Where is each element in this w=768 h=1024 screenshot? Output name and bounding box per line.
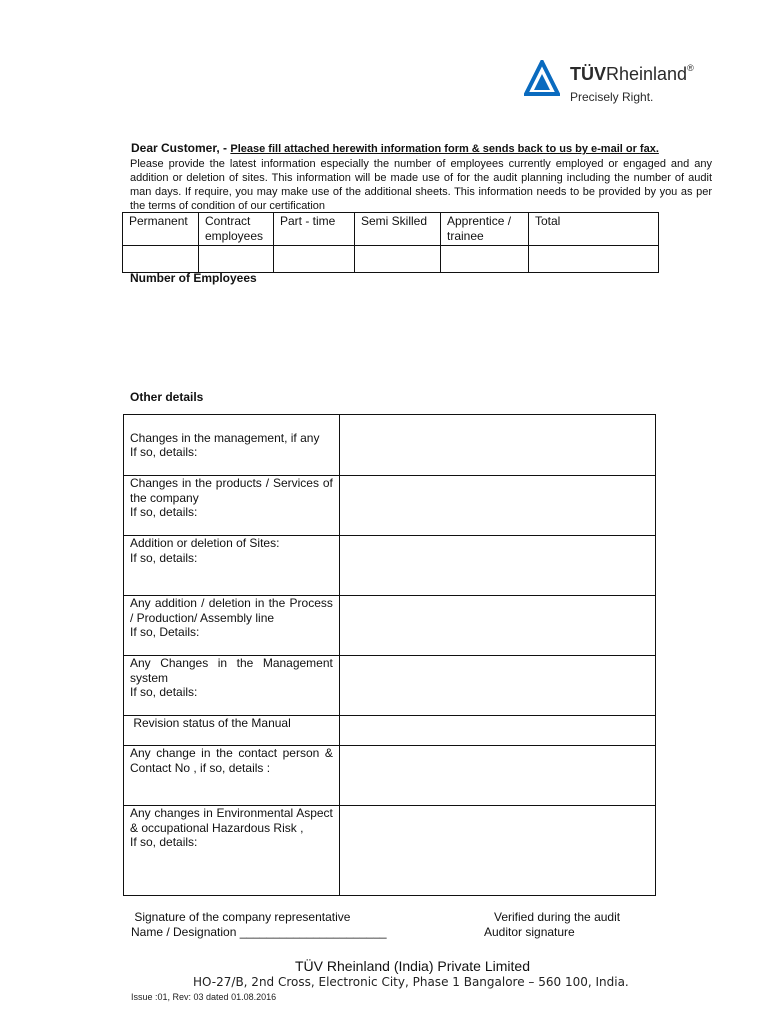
detail-question: Any change in the contact person & Contact No , if so, details :: [124, 746, 340, 806]
auditor-signature-label: Auditor signature: [484, 925, 575, 939]
employees-input-row: [123, 246, 659, 273]
brand-name: [570, 64, 694, 85]
salutation: [131, 141, 659, 155]
detail-row: [124, 716, 656, 746]
detail-row: [124, 415, 656, 476]
brand-rest: Rheinland: [606, 64, 688, 84]
number-of-employees-label: Number of Employees: [130, 271, 257, 285]
detail-answer-cell[interactable]: [339, 746, 655, 806]
name-designation-line[interactable]: Name / Designation ______________________: [131, 925, 387, 939]
salutation-instruction: Please fill attached herewith information form & sends back to us by e-mail or fax.: [230, 143, 659, 155]
tuv-rheinland-logo: [524, 56, 714, 112]
header-permanent: Permanent: [123, 213, 199, 246]
permanent-input-cell[interactable]: [123, 246, 199, 273]
detail-question: Addition or deletion of Sites: If so, details:: [124, 536, 340, 596]
detail-answer-cell[interactable]: [339, 415, 655, 476]
company-signature-block: [131, 910, 387, 940]
brand-bold: TÜV: [570, 64, 606, 84]
employees-table: [122, 212, 659, 273]
header-part-time: Part - time: [274, 213, 355, 246]
detail-question: Any changes in Environmental Aspect & occupational Hazardous Risk , If so, details:: [124, 806, 340, 896]
detail-question: Any Changes in the Management system If so, details:: [124, 656, 340, 716]
detail-answer-cell[interactable]: [339, 806, 655, 896]
detail-question: Changes in the products / Services of the company If so, details:: [124, 476, 340, 536]
detail-question: Any addition / deletion in the Process / Production/ Assembly line If so, Details:: [124, 596, 340, 656]
detail-row: [124, 656, 656, 716]
salutation-lead: Dear Customer, -: [131, 141, 231, 155]
detail-answer-cell[interactable]: [339, 716, 655, 746]
footer-address: HO-27/B, 2nd Cross, Electronic City, Phase 1 Bangalore – 560 100, India.: [193, 975, 629, 989]
part-time-input-cell[interactable]: [274, 246, 355, 273]
brand-tagline: Precisely Right.: [570, 90, 654, 104]
verified-label: Verified during the audit: [484, 910, 621, 924]
contract-input-cell[interactable]: [199, 246, 274, 273]
detail-row: [124, 596, 656, 656]
detail-row: [124, 746, 656, 806]
detail-question: Changes in the management, if any If so, details:: [124, 415, 340, 476]
detail-row: [124, 806, 656, 896]
detail-answer-cell[interactable]: [339, 476, 655, 536]
header-total: Total: [529, 213, 659, 246]
detail-answer-cell[interactable]: [339, 536, 655, 596]
footer-company-name: TÜV Rheinland (India) Private Limited: [295, 958, 530, 974]
detail-question: Revision status of the Manual: [124, 716, 340, 746]
total-input-cell[interactable]: [529, 246, 659, 273]
detail-row: [124, 476, 656, 536]
employees-header-row: [123, 213, 659, 246]
other-details-label: Other details: [130, 390, 204, 404]
footer-issue-info: Issue :01, Rev: 03 dated 01.08.2016: [131, 992, 277, 1002]
auditor-signature-block: [484, 910, 620, 940]
company-signature-label: Signature of the company representative: [131, 910, 351, 924]
detail-row: [124, 536, 656, 596]
registered-mark: ®: [687, 63, 694, 73]
header-semi-skilled: Semi Skilled: [355, 213, 441, 246]
intro-paragraph: Please provide the latest information especially the number of employees currently employed or engaged and any addition or deletion of sites. This information will be made use of for the audit planning including the number of audit man days. If require, you may make use of the additional sheets. This information needs to be provided by you as per the terms of condition of our certification: [130, 158, 712, 212]
detail-answer-cell[interactable]: [339, 656, 655, 716]
apprentice-input-cell[interactable]: [441, 246, 529, 273]
tuv-triangle-icon: [524, 60, 560, 96]
detail-answer-cell[interactable]: [339, 596, 655, 656]
other-details-table: [123, 414, 656, 896]
header-contract: Contract employees: [199, 213, 274, 246]
header-apprentice: Apprentice / trainee: [441, 213, 529, 246]
semi-skilled-input-cell[interactable]: [355, 246, 441, 273]
